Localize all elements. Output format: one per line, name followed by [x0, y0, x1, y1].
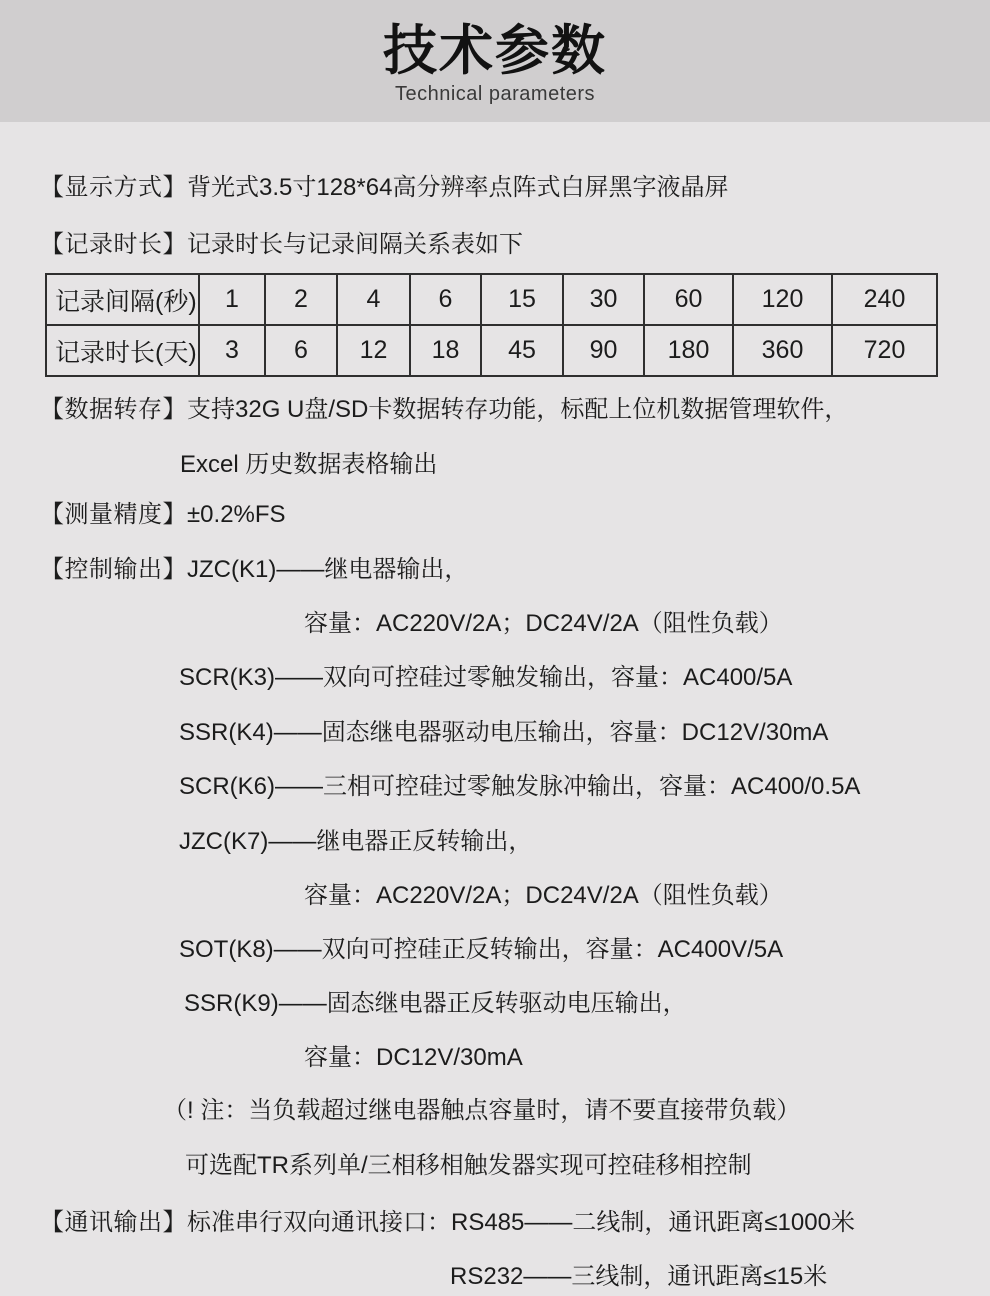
display-mode-line	[40, 172, 728, 204]
accuracy-line	[40, 499, 286, 531]
control-note: （! 注：当负载超过继电器触点容量时，请不要直接带负载）	[163, 1097, 801, 1124]
data-transfer-label: 【数据转存】	[40, 396, 187, 423]
value-cell: 6	[410, 274, 481, 325]
comm-rs485-text: 标准串行双向通讯接口：RS485——二线制，通讯距离≤1000米	[187, 1209, 855, 1236]
table-row	[46, 274, 937, 325]
data-transfer-line1	[40, 394, 848, 426]
control-k6: SCR(K6)——三相可控硅过零触发脉冲输出，容量：AC400/0.5A	[179, 773, 861, 800]
value-cell: 1	[199, 274, 265, 325]
value-cell: 120	[733, 274, 832, 325]
control-k7: JZC(K7)——继电器正反转输出，	[179, 828, 533, 855]
value-cell: 360	[733, 325, 832, 376]
control-k8: SOT(K8)——双向可控硅正反转输出，容量：AC400V/5A	[179, 936, 784, 963]
value-cell: 18	[410, 325, 481, 376]
control-k4: SSR(K4)——固态继电器驱动电压输出，容量：DC12V/30mA	[179, 719, 829, 746]
value-cell: 45	[481, 325, 563, 376]
accuracy-label: 【测量精度】	[40, 501, 187, 528]
page-title: 技术参数	[383, 21, 607, 81]
header-band	[0, 0, 990, 122]
comm-output-label: 【通讯输出】	[40, 1209, 187, 1236]
data-transfer-line2: Excel 历史数据表格输出	[180, 451, 438, 478]
value-cell: 3	[199, 325, 265, 376]
control-k1-capacity: 容量：AC220V/2A；DC24V/2A（阻性负载）	[304, 610, 783, 637]
spec-content	[0, 122, 990, 1296]
record-table	[45, 273, 938, 377]
accuracy-text: ±0.2%FS	[187, 501, 286, 528]
control-k7-capacity: 容量：AC220V/2A；DC24V/2A（阻性负载）	[304, 882, 783, 909]
display-mode-text: 背光式3.5寸128*64高分辨率点阵式白屏黑字液晶屏	[187, 174, 729, 201]
control-k3: SCR(K3)——双向可控硅过零触发输出，容量：AC400/5A	[179, 664, 793, 691]
record-table-body	[46, 274, 937, 376]
value-cell: 12	[337, 325, 410, 376]
value-cell: 180	[644, 325, 733, 376]
control-output-label: 【控制输出】	[40, 556, 187, 583]
control-option: 可选配TR系列单/三相移相触发器实现可控硅移相控制	[185, 1152, 752, 1179]
record-duration-label: 【记录时长】	[40, 231, 187, 258]
record-duration-line	[40, 229, 523, 261]
comm-output-line1	[40, 1207, 855, 1239]
row-header-cell: 记录时长(天)	[46, 325, 199, 376]
value-cell: 720	[832, 325, 937, 376]
control-k1-text: JZC(K1)——继电器输出，	[187, 556, 469, 583]
display-mode-label: 【显示方式】	[40, 174, 187, 201]
value-cell: 2	[265, 274, 337, 325]
value-cell: 90	[563, 325, 644, 376]
control-output-line-k1	[40, 554, 468, 586]
row-header-cell: 记录间隔(秒)	[46, 274, 199, 325]
comm-rs232-text: RS232——三线制，通讯距离≤15米	[450, 1263, 828, 1290]
value-cell: 4	[337, 274, 410, 325]
value-cell: 240	[832, 274, 937, 325]
value-cell: 6	[265, 325, 337, 376]
control-k9-capacity: 容量：DC12V/30mA	[304, 1044, 523, 1071]
value-cell: 60	[644, 274, 733, 325]
page-subtitle: Technical parameters	[394, 83, 596, 106]
value-cell: 30	[563, 274, 644, 325]
table-row	[46, 325, 937, 376]
control-k9: SSR(K9)——固态继电器正反转驱动电压输出，	[184, 990, 687, 1017]
record-duration-text: 记录时长与记录间隔关系表如下	[187, 231, 523, 258]
value-cell: 15	[481, 274, 563, 325]
data-transfer-text1: 支持32G U盘/SD卡数据转存功能，标配上位机数据管理软件，	[187, 396, 849, 423]
